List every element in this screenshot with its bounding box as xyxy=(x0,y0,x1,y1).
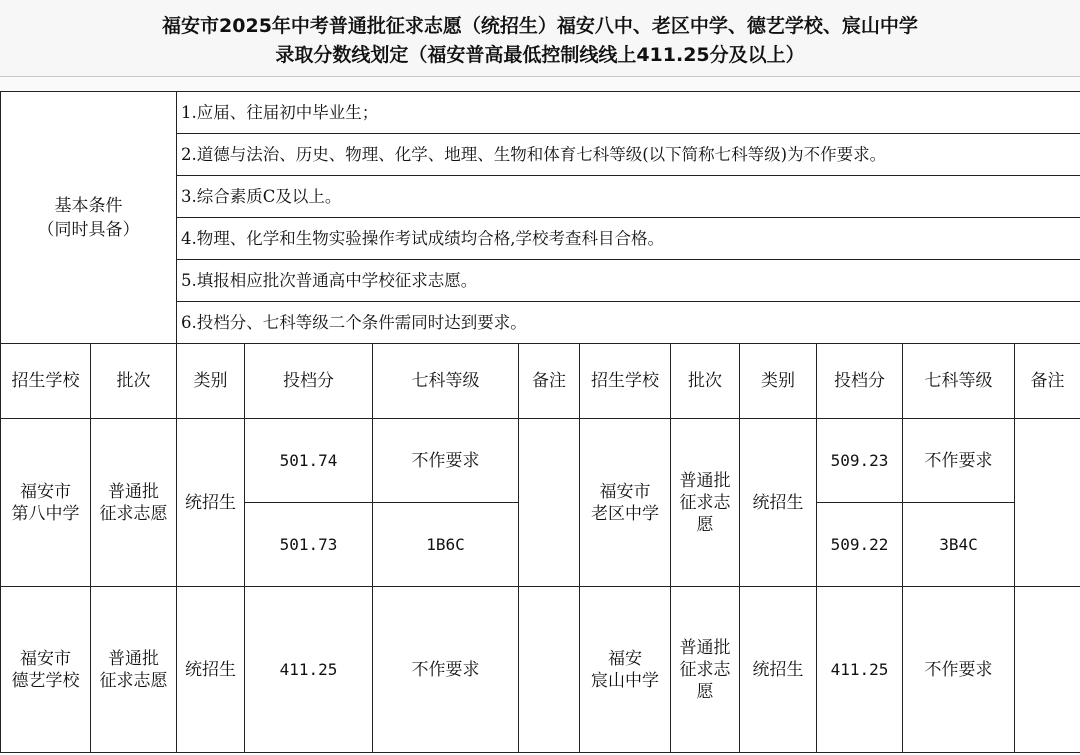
note-cell-2 xyxy=(1015,419,1080,587)
table-row xyxy=(1,587,1080,753)
header-school: 招生学校 xyxy=(1,344,91,419)
basic-label-line2: （同时具备） xyxy=(37,219,140,240)
batch-line2: 征求志 xyxy=(679,492,731,513)
category-cell-2: 统招生 xyxy=(740,587,817,753)
batch-line2: 征求志 xyxy=(679,659,731,680)
header-grade: 七科等级 xyxy=(373,344,519,419)
school-cell xyxy=(1,419,91,587)
title-line-2: 录取分数线划定（福安普高最低控制线线上411.25分及以上） xyxy=(275,44,805,66)
grade-cell: 不作要求 xyxy=(373,419,519,503)
header-grade-2: 七科等级 xyxy=(903,344,1015,419)
basic-label-line1: 基本条件 xyxy=(54,195,123,216)
header-row xyxy=(1,344,1080,419)
header-batch: 批次 xyxy=(91,344,177,419)
note-cell xyxy=(519,587,580,753)
grade-cell-2: 不作要求 xyxy=(903,419,1015,503)
school-name-line1: 福安市 xyxy=(599,481,651,502)
school-name-line2: 老区中学 xyxy=(591,503,659,524)
grade-cell-2: 不作要求 xyxy=(903,587,1015,753)
school-name-line2: 第八中学 xyxy=(11,503,80,524)
school-cell xyxy=(1,587,91,753)
spacer-strip xyxy=(0,77,1080,91)
score-cell-2: 509.23 xyxy=(817,419,903,503)
batch-line3: 愿 xyxy=(696,681,714,702)
school-cell-2 xyxy=(580,587,671,753)
batch-line1: 普通批 xyxy=(679,470,731,491)
batch-cell-2 xyxy=(671,587,740,753)
header-score: 投档分 xyxy=(245,344,373,419)
admission-table xyxy=(0,91,1080,753)
header-school-2: 招生学校 xyxy=(580,344,671,419)
school-name-line2: 德艺学校 xyxy=(11,670,80,691)
condition-2: 2.道德与法治、历史、物理、化学、地理、生物和体育七科等级(以下简称七科等级)为不作要求。 xyxy=(177,134,1080,176)
grade-cell: 不作要求 xyxy=(373,587,519,753)
page-title xyxy=(0,0,1080,77)
school-cell-2 xyxy=(580,419,671,587)
note-cell-2 xyxy=(1015,587,1080,753)
school-name-line1: 福安市 xyxy=(20,648,71,669)
batch-line1: 普通批 xyxy=(108,481,159,502)
condition-4: 4.物理、化学和生物实验操作考试成绩均合格,学校考查科目合格。 xyxy=(177,218,1080,260)
title-line-1: 福安市2025年中考普通批征求志愿（统招生）福安八中、老区中学、德艺学校、宸山中学 xyxy=(162,15,918,37)
batch-cell-2 xyxy=(671,419,740,587)
score-cell-2: 509.22 xyxy=(817,503,903,587)
condition-3: 3.综合素质C及以上。 xyxy=(177,176,1080,218)
header-score-2: 投档分 xyxy=(817,344,903,419)
batch-cell xyxy=(91,587,177,753)
basic-conditions-label xyxy=(1,92,177,344)
note-cell xyxy=(519,419,580,587)
table-row xyxy=(1,419,1080,503)
header-note-2: 备注 xyxy=(1015,344,1080,419)
header-batch-2: 批次 xyxy=(671,344,740,419)
category-cell: 统招生 xyxy=(177,587,245,753)
condition-6: 6.投档分、七科等级二个条件需同时达到要求。 xyxy=(177,302,1080,344)
grade-cell-2: 3B4C xyxy=(903,503,1015,587)
header-category: 类别 xyxy=(177,344,245,419)
header-category-2: 类别 xyxy=(740,344,817,419)
school-name-line2: 宸山中学 xyxy=(591,670,659,691)
batch-line3: 愿 xyxy=(696,514,714,535)
condition-1: 1.应届、往届初中毕业生； xyxy=(177,92,1080,134)
header-note: 备注 xyxy=(519,344,580,419)
batch-line2: 征求志愿 xyxy=(99,503,168,524)
score-cell: 501.74 xyxy=(245,419,373,503)
batch-line1: 普通批 xyxy=(108,648,159,669)
category-cell-2: 统招生 xyxy=(740,419,817,587)
batch-line1: 普通批 xyxy=(679,637,731,658)
category-cell: 统招生 xyxy=(177,419,245,587)
batch-line2: 征求志愿 xyxy=(99,670,168,691)
school-name-line1: 福安市 xyxy=(20,481,71,502)
condition-5: 5.填报相应批次普通高中学校征求志愿。 xyxy=(177,260,1080,302)
batch-cell xyxy=(91,419,177,587)
score-cell: 411.25 xyxy=(245,587,373,753)
score-cell: 501.73 xyxy=(245,503,373,587)
school-name-line1: 福安 xyxy=(608,648,642,669)
score-cell-2: 411.25 xyxy=(817,587,903,753)
grade-cell: 1B6C xyxy=(373,503,519,587)
